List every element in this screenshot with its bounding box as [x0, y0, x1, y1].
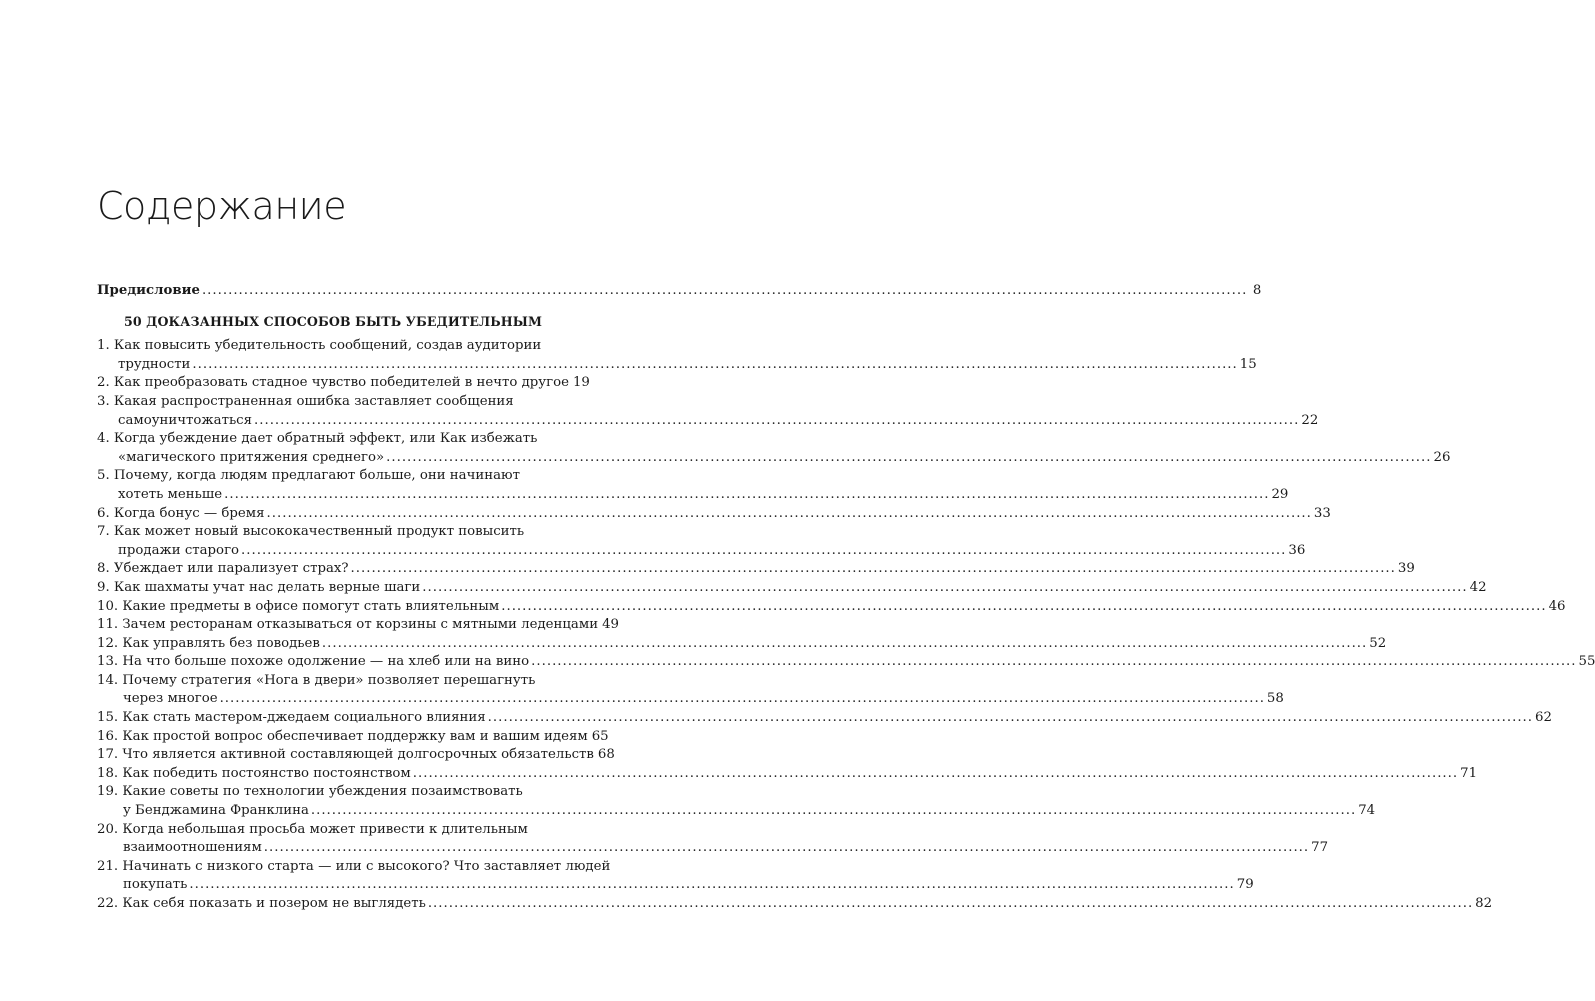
leader-dots: ........................................................................................................................................................................................................	[310, 803, 1357, 819]
toc-page-number: 42	[1469, 579, 1487, 595]
toc-entry	[97, 653, 1595, 672]
toc-entry-title: у Бенджамина Франклина	[123, 803, 309, 819]
toc-page-number: 71	[1460, 765, 1478, 781]
toc-entry-title-line: 20. Когда небольшая просьба может привести к длительным	[97, 821, 528, 837]
toc-entry-title: трудности	[118, 356, 191, 372]
leader-dots: ........................................................................................................................................................................................................	[321, 635, 1368, 651]
toc-page-number: 62	[1535, 710, 1552, 726]
toc-entry-title: «магического притяжения среднего»	[118, 449, 385, 465]
leader-dots: ........................................................................................................................................................................................................	[254, 412, 1300, 428]
leader-dots: ........................................................................................................................................................................................................	[386, 449, 1432, 465]
toc-page-number: 15	[1239, 356, 1257, 372]
leader-dots: ........................................................................................................................................................................................................	[219, 691, 1265, 707]
toc-entry-title: 15. Как стать мастером-джедаем социального влияния	[97, 710, 486, 726]
toc-entry	[97, 598, 1566, 617]
toc-entry	[97, 895, 1493, 914]
toc-entry-title: самоуничтожаться	[118, 412, 253, 428]
toc-entry-title: через многое	[123, 691, 218, 707]
table-of-contents	[97, 282, 1595, 914]
toc-entry-title: 9. Как шахматы учат нас делать верные шаги	[97, 579, 421, 595]
leader-dots: ........................................................................................................................................................................................................	[422, 579, 1468, 595]
toc-entry	[97, 709, 1552, 728]
toc-entry	[97, 505, 1331, 524]
toc-entry	[97, 337, 1257, 374]
toc-entry-label: Предисловие	[97, 283, 200, 298]
toc-entry-title: 18. Как победить постоянство постоянством	[97, 765, 411, 781]
toc-entry-preface	[97, 282, 1262, 301]
toc-entry-title-line: 7. Как может новый высококачественный продукт повысить	[97, 524, 525, 540]
leader-dots: ........................................................................................................................................................................................................	[201, 283, 1248, 298]
page-title: Содержание	[97, 184, 347, 228]
toc-entry	[97, 635, 1387, 654]
toc-page-number: 79	[1236, 877, 1254, 893]
leader-dots: ........................................................................................................................................................................................................	[531, 654, 1577, 670]
toc-entry-title: 6. Когда бонус — бремя	[97, 505, 265, 521]
toc-page-number: 68	[597, 747, 615, 763]
leader-dots: ........................................................................................................................................................................................................	[427, 896, 1474, 911]
toc-entry-title: покупать	[123, 877, 188, 893]
toc-entry-title-line: 21. Начинать с низкого старта — или с высокого? Что заставляет людей	[97, 858, 611, 874]
leader-dots: ........................................................................................................................................................................................................	[266, 505, 1312, 521]
leader-dots: ........................................................................................................................................................................................................	[350, 561, 1396, 577]
toc-page-number: 82	[1475, 896, 1493, 911]
toc-page-number: 19	[572, 375, 590, 391]
toc-entry-title: 11. Зачем ресторанам отказываться от корзины с мятными леденцами	[97, 617, 599, 633]
toc-page-number: 39	[1397, 561, 1415, 577]
toc-page-number: 33	[1313, 505, 1331, 521]
toc-entry	[97, 560, 1415, 579]
toc-page-number: 74	[1358, 803, 1376, 819]
toc-page-number: 49	[602, 617, 619, 633]
toc-entry-title: 2. Как преобразовать стадное чувство победителей в нечто другое	[97, 375, 569, 391]
toc-entry	[97, 858, 1254, 895]
leader-dots: ........................................................................................................................................................................................................	[224, 486, 1270, 502]
toc-entry-title: 17. Что является активной составляющей долгосрочных обязательств	[97, 747, 594, 763]
toc-entry-title: 8. Убеждает или парализует страх?	[97, 561, 349, 577]
toc-page-number: 26	[1433, 449, 1451, 465]
toc-entry	[97, 672, 1284, 709]
toc-entry-title: 12. Как управлять без поводьев	[97, 635, 320, 651]
toc-entry-title-line: 14. Почему стратегия «Нога в двери» позволяет перешагнуть	[97, 672, 536, 688]
toc-entry-title-line: 4. Когда убеждение дает обратный эффект, или Как избежать	[97, 431, 538, 447]
leader-dots: ........................................................................................................................................................................................................	[241, 542, 1287, 558]
toc-entry-title: продажи старого	[118, 542, 240, 558]
leader-dots: ........................................................................................................................................................................................................	[501, 598, 1547, 614]
toc-entry-title: 16. Как простой вопрос обеспечивает поддержку вам и вашим идеям	[97, 728, 588, 744]
leader-dots: ........................................................................................................................................................................................................	[487, 710, 1534, 726]
toc-entry-title: 22. Как себя показать и позером не выглядеть	[97, 896, 426, 911]
toc-entry	[97, 374, 590, 393]
leader-dots: ........................................................................................................................................................................................................	[412, 765, 1459, 781]
toc-page-number: 58	[1266, 691, 1284, 707]
toc-page-number: 55	[1578, 654, 1595, 670]
toc-entry-title-line: 3. Какая распространенная ошибка заставляет сообщения	[97, 393, 514, 409]
toc-entry	[97, 821, 1329, 858]
toc-entry	[97, 523, 1306, 560]
leader-dots: ........................................................................................................................................................................................................	[189, 877, 1235, 893]
toc-page-number: 77	[1311, 840, 1329, 856]
toc-entry-title-line: 5. Почему, когда людям предлагают больше, они начинают	[97, 468, 520, 484]
toc-entry	[97, 467, 1289, 504]
toc-entry	[97, 783, 1376, 820]
toc-page-number: 65	[591, 728, 609, 744]
toc-entry-list	[97, 337, 1595, 913]
toc-entry-title: 10. Какие предметы в офисе помогут стать влиятельным	[97, 598, 500, 614]
leader-dots: ........................................................................................................................................................................................................	[263, 840, 1310, 856]
toc-page-number: 46	[1548, 598, 1566, 614]
toc-entry-title: взаимоотношениям	[123, 840, 262, 856]
toc-entry	[97, 765, 1478, 784]
toc-page-number: 22	[1301, 412, 1319, 428]
toc-entry	[97, 430, 1451, 467]
toc-entry	[97, 616, 619, 635]
toc-entry	[97, 728, 609, 747]
toc-entry-title-line: 19. Какие советы по технологии убеждения позаимствовать	[97, 784, 523, 800]
section-heading: 50 ДОКАЗАННЫХ СПОСОБОВ БЫТЬ УБЕДИТЕЛЬНЫМ	[123, 313, 543, 329]
toc-page-number: 29	[1271, 486, 1289, 502]
toc-entry-title: 13. На что больше похоже одолжение — на хлеб или на вино	[97, 654, 530, 670]
toc-page-number: 36	[1288, 542, 1306, 558]
toc-entry-title-line: 1. Как повысить убедительность сообщений, создав аудитории	[97, 338, 542, 354]
toc-entry	[97, 746, 615, 765]
toc-entry-title: хотеть меньше	[118, 486, 223, 502]
toc-entry	[97, 393, 1319, 430]
toc-page-number: 52	[1369, 635, 1387, 651]
leader-dots: ........................................................................................................................................................................................................	[192, 356, 1238, 372]
toc-page-number: 8	[1252, 283, 1262, 298]
toc-entry	[97, 579, 1487, 598]
